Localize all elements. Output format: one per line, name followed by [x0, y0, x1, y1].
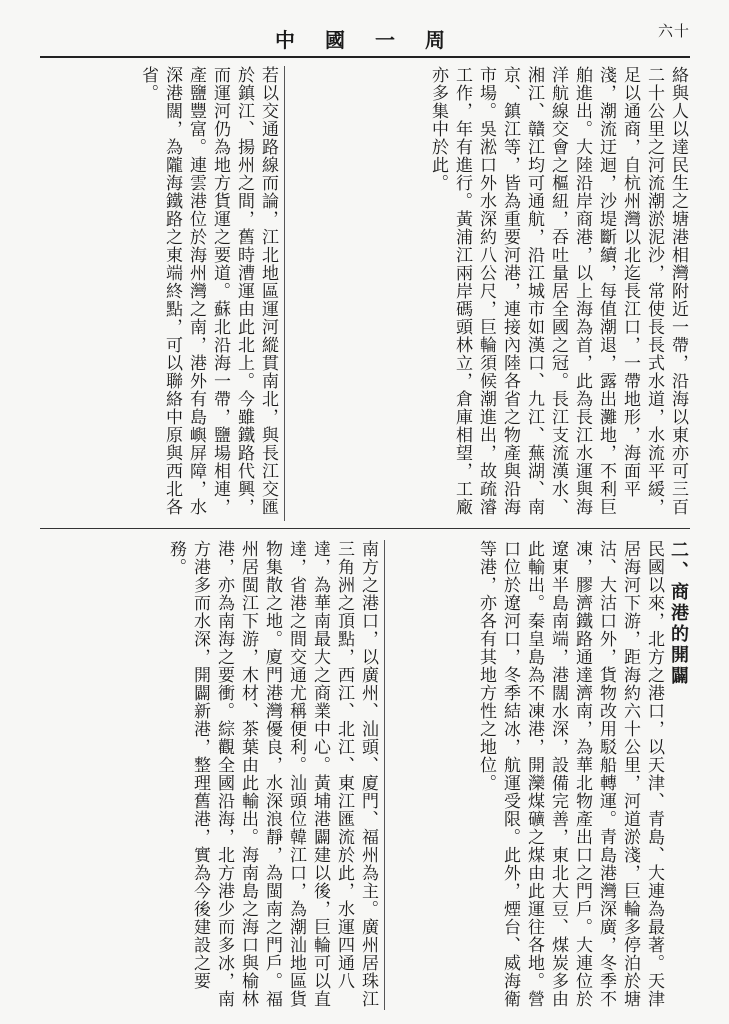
paragraph: 絡與人以達民生之塘港相灣附近一帶，沿海以東亦可三百二十公里之河流潮淤泥沙，常使長長式水道，水流平緩，足以通商，自杭州灣以北迄長江口，一帶地形，海面平淺，潮流迂迴，沙堤斷續，每值潮退，露出灘地，不利巨舶進出。大陸沿岸商港，以上海為首，此為長江水運與海洋航線交會之樞紐，吞吐量居全國之冠。長江支流漢水、湘江、贛江均可通航，沿江城市如漢口、九江、蕪湖、南京、鎮江等，皆為重要河港，連接內陸各省之物產與沿海市場。吳淞口外水深約八公尺，巨輪須候潮進出，故疏濬工作，年有進行。黃浦江兩岸碼頭林立，倉庫相望，工廠亦多集中於此。 [428, 66, 688, 516]
paragraph: 民國以來，北方之港口，以天津、青島、大連為最著。天津居海河下游，距海約六十公里，河道淤淺，巨輪多停泊於塘沽、大沽口外，貨物改用駁船轉運。青島港灣深廣，冬季不凍，膠濟鐵路通達濟南，為華北物產出口之門戶。大連位於遼東半島南端，港闊水深，設備完善，東北大豆、煤炭多由此輸出。秦皇島為不凍港，開灤煤礦之煤由此運往各地。營口位於遼河口，冬季結冰，航運受限。此外，煙台、威海衛等港，亦各有其地方性之地位。 [476, 540, 664, 1008]
column-divider-bottom [384, 540, 385, 1010]
section-heading: 二、商港的開闢 [668, 540, 689, 687]
article-text-upper-left [40, 66, 280, 516]
header-divider [40, 56, 690, 58]
paragraph: 若以交通路線而論，江北地區運河縱貫南北，與長江交匯於鎮江、揚州之間，舊時漕運由此北上。今雖鐵路代興，而運河仍為地方貨運之要道。蘇北沿海一帶，鹽場相連，產鹽豐富。連雲港位於海州灣之南，港外有島嶼屏障，水深港闊，為隴海鐵路之東端終點，可以聯絡中原與西北各省。 [138, 66, 278, 516]
article-text-lower-right [390, 540, 690, 1010]
column-divider-top [284, 66, 285, 521]
page-header [40, 18, 690, 52]
section-divider [40, 528, 690, 529]
paragraph: 南方之港口，以廣州、汕頭、廈門、福州為主。廣州居珠江三角洲之頂點，西江、北江、東江匯流於此，水運四通八達，為華南最大之商業中心。黃埔港闢建以後，巨輪可以直達，省港之間交通尤稱便利。汕頭位韓江口，為潮汕地區貨物集散之地。廈門港灣優良，水深浪靜，為閩南之門戶。福州居閩江下游，木材、茶葉由此輸出。海南島之海口與榆林港，亦為南海之要衝。綜觀全國沿海，北方港少而多冰，南方港多而水深，開闢新港，整理舊港，實為今後建設之要務。 [166, 540, 378, 1008]
article-text-upper-right [290, 66, 690, 516]
page-number: 六十 [657, 22, 690, 40]
article-text-lower-left [40, 540, 380, 1010]
publication-title: 中國一周 [275, 28, 475, 52]
